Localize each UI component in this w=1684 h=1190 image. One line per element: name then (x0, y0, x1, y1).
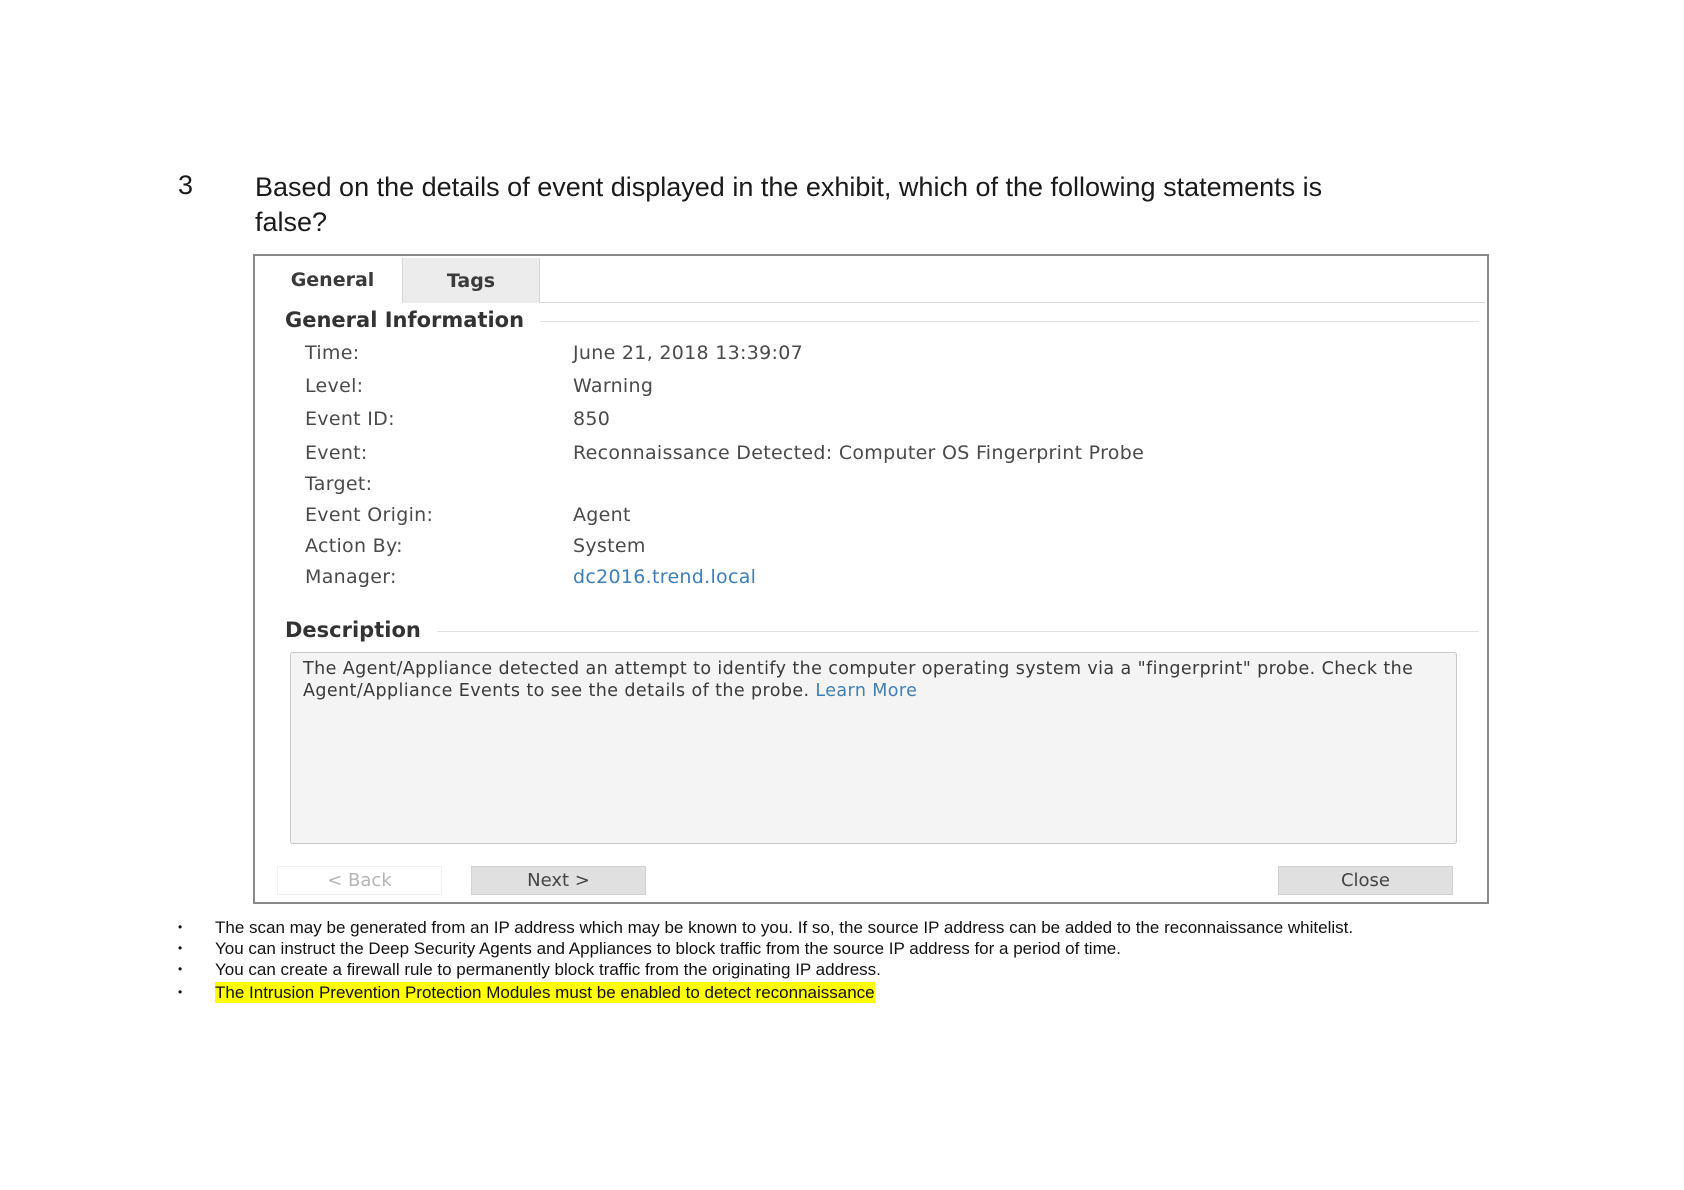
bullet-icon: • (178, 985, 183, 999)
description-box (290, 652, 1457, 844)
field-row-event (305, 442, 1455, 472)
event-details-dialog (253, 254, 1489, 904)
field-value: June 21, 2018 13:39:07 (573, 342, 803, 364)
option-text: You can instruct the Deep Security Agents and Appliances to block traffic from the source IP address for a period of time. (215, 939, 1121, 958)
field-row-event-id (305, 408, 1455, 438)
description-heading: Description (285, 618, 437, 642)
field-label: Event: (305, 442, 368, 464)
field-row-time (305, 342, 1455, 372)
field-label: Manager: (305, 566, 397, 588)
manager-link[interactable]: dc2016.trend.local (573, 566, 757, 588)
field-value: Reconnaissance Detected: Computer OS Fingerprint Probe (573, 442, 1145, 464)
option-item (178, 917, 1478, 938)
field-label: Target: (305, 473, 373, 495)
back-button[interactable]: < Back (277, 866, 442, 895)
field-value: Agent (573, 504, 631, 526)
learn-more-link[interactable]: Learn More (815, 681, 918, 701)
description-text: The Agent/Appliance detected an attempt to identify the computer operating system via a "fingerprint" probe. Check the Agent/Appliance Events to see the details of the probe. (303, 659, 1414, 701)
tab-tags[interactable]: Tags (403, 258, 540, 303)
field-value: Warning (573, 375, 654, 397)
field-row-action-by (305, 535, 1455, 565)
tab-general[interactable]: General (263, 258, 403, 303)
field-row-event-origin (305, 504, 1455, 534)
field-label: Event Origin: (305, 504, 434, 526)
bullet-icon: • (178, 962, 183, 976)
field-label: Time: (305, 342, 360, 364)
option-text: You can create a firewall rule to permanently block traffic from the originating IP address. (215, 960, 881, 979)
option-text: The Intrusion Prevention Protection Modules must be enabled to detect reconnaissance (215, 983, 875, 1002)
next-button[interactable]: Next > (471, 866, 646, 895)
option-item-highlighted (178, 982, 1478, 1003)
general-information-heading: General Information (285, 308, 540, 332)
description-rule (285, 631, 1479, 632)
field-row-target (305, 473, 1455, 503)
question-number: 3 (178, 170, 194, 200)
question-text: Based on the details of event displayed in the exhibit, which of the following statements is false? (255, 172, 1323, 237)
field-row-level (305, 375, 1455, 405)
option-item (178, 959, 1478, 980)
field-value: System (573, 535, 646, 557)
option-text: The scan may be generated from an IP address which may be known to you. If so, the source IP address can be added to the reconnaissance whitelist. (215, 918, 1354, 937)
close-button[interactable]: Close (1278, 866, 1453, 895)
field-label: Event ID: (305, 408, 395, 430)
field-row-manager (305, 566, 1455, 596)
tab-strip (263, 258, 1485, 303)
bullet-icon: • (178, 920, 183, 934)
field-label: Action By: (305, 535, 403, 557)
answer-options (178, 917, 1478, 1003)
bullet-icon: • (178, 941, 183, 955)
field-value: 850 (573, 408, 611, 430)
option-item (178, 938, 1478, 959)
field-label: Level: (305, 375, 364, 397)
